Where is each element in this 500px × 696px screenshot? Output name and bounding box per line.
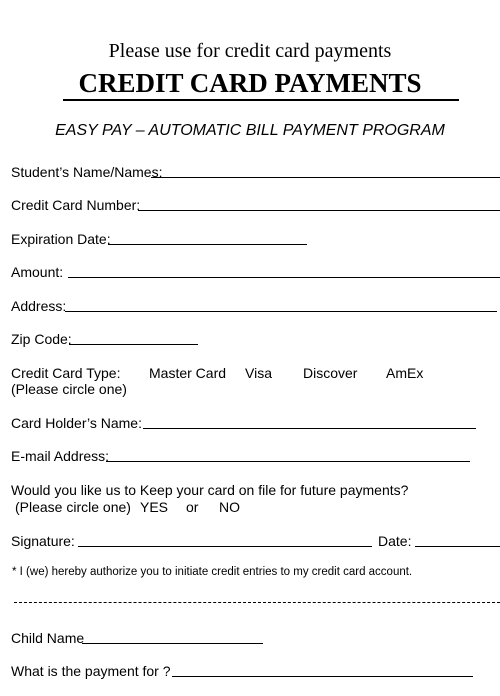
- student-name-line[interactable]: [151, 177, 500, 178]
- card-holder-name-line[interactable]: [143, 428, 476, 429]
- card-type-hint: (Please circle one): [11, 381, 127, 397]
- card-type-option-mastercard[interactable]: Master Card: [149, 365, 227, 381]
- program-name: EASY PAY – AUTOMATIC BILL PAYMENT PROGRAM: [55, 122, 445, 139]
- card-type-option-discover[interactable]: Discover: [303, 365, 358, 381]
- child-name-label: Child Name: [11, 630, 85, 646]
- card-type-option-amex[interactable]: AmEx: [386, 365, 424, 381]
- amount-label: Amount:: [11, 264, 64, 280]
- email-label: E-mail Address:: [11, 448, 110, 464]
- card-type-label: Credit Card Type:: [11, 365, 121, 381]
- date-line[interactable]: [415, 546, 500, 547]
- zip-code-line[interactable]: [69, 344, 198, 345]
- card-type-option-visa[interactable]: Visa: [245, 365, 272, 381]
- address-line[interactable]: [65, 311, 497, 312]
- authorization-note: * I (we) hereby authorize you to initiate credit entries to my credit card account.: [12, 566, 413, 578]
- amount-line[interactable]: [68, 277, 500, 278]
- address-label: Address:: [11, 298, 67, 314]
- form-title: CREDIT CARD PAYMENTS: [78, 68, 422, 98]
- card-number-label: Credit Card Number:: [11, 197, 141, 213]
- zip-code-label: Zip Code:: [11, 331, 72, 347]
- form-subtitle: Please use for credit card payments: [108, 40, 392, 62]
- card-number-line[interactable]: [138, 210, 500, 211]
- keep-on-file-yes[interactable]: YES: [140, 499, 169, 515]
- signature-line[interactable]: [78, 546, 372, 547]
- expiration-date-line[interactable]: [108, 244, 307, 245]
- date-label: Date:: [378, 533, 412, 549]
- child-name-line[interactable]: [82, 643, 263, 644]
- keep-on-file-no[interactable]: NO: [219, 499, 240, 515]
- title-underline: [63, 99, 459, 101]
- keep-on-file-question: Would you like us to Keep your card on file for future payments?: [11, 482, 409, 498]
- email-line[interactable]: [106, 461, 470, 462]
- student-name-label: Student’s Name/Names:: [11, 164, 163, 180]
- keep-on-file-hint: (Please circle one): [15, 499, 131, 515]
- payment-purpose-line[interactable]: [172, 676, 473, 677]
- keep-on-file-or: or: [186, 499, 199, 515]
- cut-line-divider: [14, 602, 500, 603]
- signature-label: Signature:: [11, 533, 75, 549]
- payment-purpose-label: What is the payment for ?: [11, 663, 171, 679]
- expiration-date-label: Expiration Date:: [11, 231, 111, 247]
- card-holder-name-label: Card Holder’s Name:: [11, 415, 142, 431]
